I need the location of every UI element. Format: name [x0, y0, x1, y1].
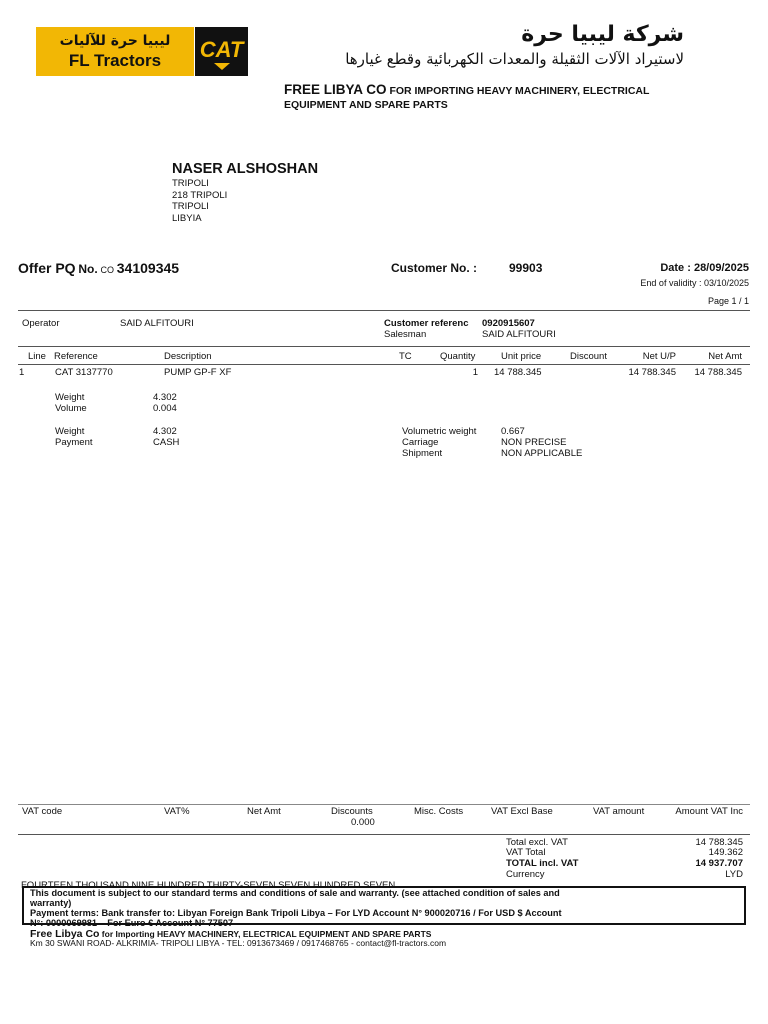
vat-discounts-value: 0.000 [351, 817, 375, 828]
divider [18, 364, 750, 365]
terms-line: N°: 0000069981 – For Euro € Account N° 77507 [30, 918, 234, 928]
volume-label: Volume [55, 403, 87, 414]
cat-triangle-icon [214, 63, 230, 70]
weight-value: 4.302 [153, 392, 177, 403]
terms-line: Payment terms: Bank transfer to: Libyan Foreign Bank Tripoli Libya – For LYD Account N° 900020716 / For USD $ Account [30, 908, 562, 918]
salesman-value: SAID ALFITOURI [482, 329, 556, 340]
terms-line: warranty) [30, 898, 72, 908]
logo-arabic-text: ليبيا حرة للآليات [59, 33, 171, 49]
row-net-up: 14 788.345 [628, 367, 676, 378]
offer-number: 34109345 [116, 260, 180, 276]
weight2-value: 4.302 [153, 426, 177, 437]
column-header-unit-price: Unit price [501, 351, 542, 362]
row-net-amt: 14 788.345 [694, 367, 742, 378]
total-incl-label: TOTAL incl. VAT [506, 858, 579, 869]
total-excl-value: 14 788.345 [695, 837, 743, 848]
currency-value: LYD [725, 869, 743, 880]
total-incl-value: 14 937.707 [695, 858, 743, 869]
customer-no-label: Customer No. : [391, 261, 478, 275]
column-header-tc: TC [399, 351, 412, 362]
vat-header-excl-base: VAT Excl Base [491, 806, 553, 817]
vat-header-amount: VAT amount [593, 806, 645, 817]
vat-header-amount-inc: Amount VAT Inc [675, 806, 743, 817]
volumetric-value: 0.667 [501, 426, 525, 437]
recipient-name: NASER ALSHOSHAN [172, 161, 319, 177]
offer-number-block [18, 260, 179, 276]
page-number: Page 1 / 1 [707, 296, 749, 306]
shipment-label: Shipment [402, 448, 443, 459]
column-header-description: Description [164, 351, 212, 362]
company-arabic-name: شركة ليبيا حرة [521, 22, 684, 47]
row-description: PUMP GP-F XF [164, 367, 232, 378]
vat-header-net-amt: Net Amt [247, 806, 281, 817]
amount-in-words: FOURTEEN THOUSAND NINE HUNDRED THIRTY-SEVEN SEVEN HUNDRED SEVEN [21, 880, 396, 891]
footer-address: Km 30 SWANI ROAD- ALKRIMIA- TRIPOLI LIBYA - TEL: 0913673469 / 0917468765 - contact@fl-tractors.com [30, 938, 447, 948]
vat-header-pct: VAT% [164, 806, 190, 817]
vat-total-label: VAT Total [506, 847, 546, 858]
company-english-name: FREE LIBYA CO [284, 82, 387, 97]
cat-logo-text: CAT [199, 37, 244, 62]
fl-tractors-logo [36, 27, 194, 76]
column-header-net-amt: Net Amt [708, 351, 742, 362]
vat-header-discounts: Discounts [331, 806, 373, 817]
row-reference: CAT 3137770 [55, 367, 113, 378]
row-line: 1 [19, 367, 25, 378]
weight2-label: Weight [55, 426, 85, 437]
cat-logo [195, 27, 248, 76]
footer-company: Free Libya Co [30, 928, 100, 940]
salesman-label: Salesman [384, 329, 427, 340]
footer-tagline: for Importing HEAVY MACHINERY, ELECTRICAL EQUIPMENT AND SPARE PARTS [99, 929, 432, 939]
volumetric-label: Volumetric weight [402, 426, 477, 437]
company-english-header [284, 82, 649, 97]
terms-line: This document is subject to our standard terms and conditions of sale and warranty. (see attached condition of sales and [30, 888, 560, 898]
row-unit-price: 14 788.345 [494, 367, 542, 378]
company-english-tagline-2: EQUIPMENT AND SPARE PARTS [284, 99, 448, 111]
carriage-label: Carriage [402, 437, 439, 448]
divider [18, 310, 750, 311]
weight-label: Weight [55, 392, 85, 403]
offer-no-label: No. [78, 262, 98, 276]
row-quantity: 1 [472, 367, 478, 378]
divider [18, 346, 750, 347]
divider [18, 834, 750, 835]
address-line: LIBYIA [172, 212, 202, 224]
vat-total-value: 149.362 [708, 847, 743, 858]
customer-ref-label: Customer referenc [384, 318, 469, 329]
volume-value: 0.004 [153, 403, 177, 414]
divider [18, 804, 750, 805]
operator-label: Operator [22, 318, 60, 329]
address-line: TRIPOLI [172, 178, 209, 189]
currency-label: Currency [506, 869, 545, 880]
carriage-value: NON PRECISE [501, 437, 567, 448]
payment-value: CASH [153, 437, 180, 448]
column-header-net-up: Net U/P [642, 351, 676, 362]
column-header-reference: Reference [54, 351, 98, 362]
logo-english-text: FL Tractors [68, 51, 162, 70]
column-header-discount: Discount [570, 351, 607, 362]
customer-ref-value: 0920915607 [482, 318, 535, 329]
shipment-value: NON APPLICABLE [501, 448, 583, 459]
offer-co-label: CO [100, 265, 114, 275]
operator-value: SAID ALFITOURI [120, 318, 194, 329]
total-excl-label: Total excl. VAT [506, 837, 568, 848]
column-header-line: Line [28, 351, 46, 362]
offer-date: Date : 28/09/2025 [660, 262, 749, 274]
customer-no-value: 99903 [509, 261, 543, 275]
offer-validity: End of validity : 03/10/2025 [640, 278, 749, 288]
payment-label: Payment [55, 437, 93, 448]
company-arabic-tagline: لاستيراد الآلات الثقيلة والمعدات الكهربائية وقطع غيارها [345, 50, 684, 68]
offer-label: Offer PQ [18, 260, 76, 276]
terms-text [30, 888, 562, 928]
vat-header-misc-costs: Misc. Costs [414, 806, 464, 817]
vat-header-code: VAT code [22, 806, 63, 817]
column-header-quantity: Quantity [440, 351, 476, 362]
address-line: TRIPOLI [172, 201, 209, 212]
company-english-tagline: FOR IMPORTING HEAVY MACHINERY, ELECTRICAL [389, 85, 650, 97]
recipient-address [172, 178, 227, 224]
address-line: 218 TRIPOLI [172, 189, 228, 201]
